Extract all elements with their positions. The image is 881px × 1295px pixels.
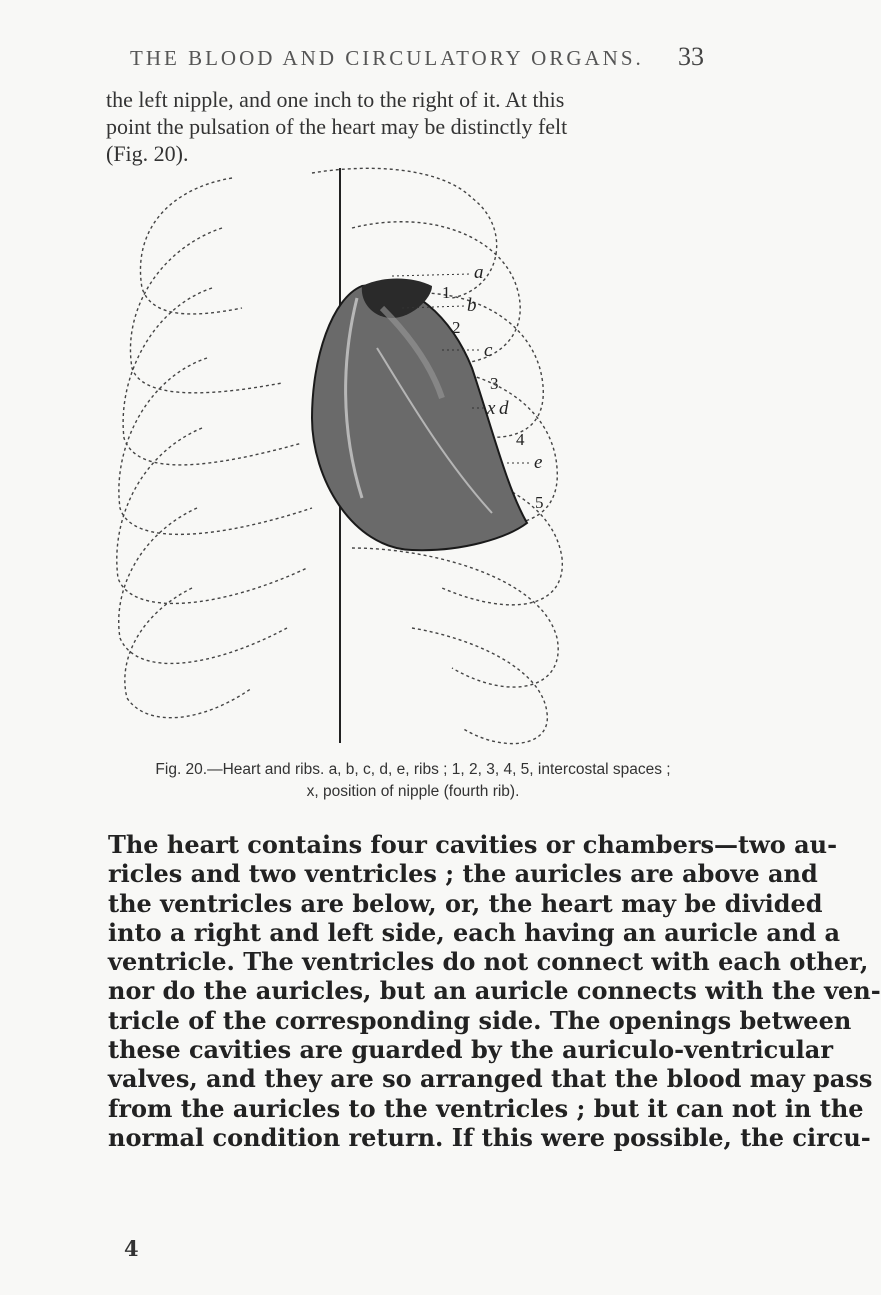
intercostal-space-number: 2 [452,318,461,337]
rib-label: b [467,295,477,316]
intro-paragraph [106,86,726,167]
body-line: these cavities are guarded by the auriculo-ventricular [108,1035,833,1065]
intro-line: the left nipple, and one inch to the right of it. At this [106,87,565,112]
heart-ribs-illustration [112,168,642,753]
intro-line: (Fig. 20). [106,141,189,166]
intercostal-space-number: 3 [490,374,499,393]
heart-and-ribs-figure [112,168,642,757]
intro-line: point the pulsation of the heart may be distinctly felt [106,114,568,139]
intercostal-space-number: 1 [442,283,451,302]
body-line: ventricle. The ventricles do not connect with each other, [108,947,869,977]
caption-line: x, position of nipple (fourth rib). [306,783,520,800]
body-line: into a right and left side, each having an auricle and a [108,917,841,947]
signature-mark: 4 [124,1236,139,1261]
figure-caption [108,759,718,803]
body-line: tricle of the corresponding side. The openings between [108,1005,852,1035]
body-paragraph [108,830,881,1152]
running-header [130,42,704,71]
caption-line: Fig. 20.—Heart and ribs. a, b, c, d, e, ribs ; 1, 2, 3, 4, 5, intercostal spaces ; [155,761,671,778]
nipple-marker: x [487,398,496,419]
body-line: The heart contains four cavities or chambers—two au- [108,830,838,859]
intercostal-space-number: 5 [535,493,544,512]
page-number: 33 [678,42,704,71]
body-line: the ventricles are below, or, the heart may be divided [108,888,823,918]
running-title: THE BLOOD AND CIRCULATORY ORGANS. [130,46,644,70]
body-line: nor do the auricles, but an auricle connects with the ven- [108,976,881,1006]
body-line: valves, and they are so arranged that the blood may pass [108,1064,873,1094]
body-line: from the auricles to the ventricles ; but it can not in the [108,1093,864,1123]
rib-label: d [499,398,509,419]
body-line: ricles and two ventricles ; the auricles are above and [108,859,818,889]
rib-label: c [484,340,493,361]
rib-label: a [474,262,484,283]
intercostal-space-number: 4 [516,430,525,449]
body-line: normal condition return. If this were possible, the circu- [108,1122,871,1152]
rib-label: e [534,452,543,473]
